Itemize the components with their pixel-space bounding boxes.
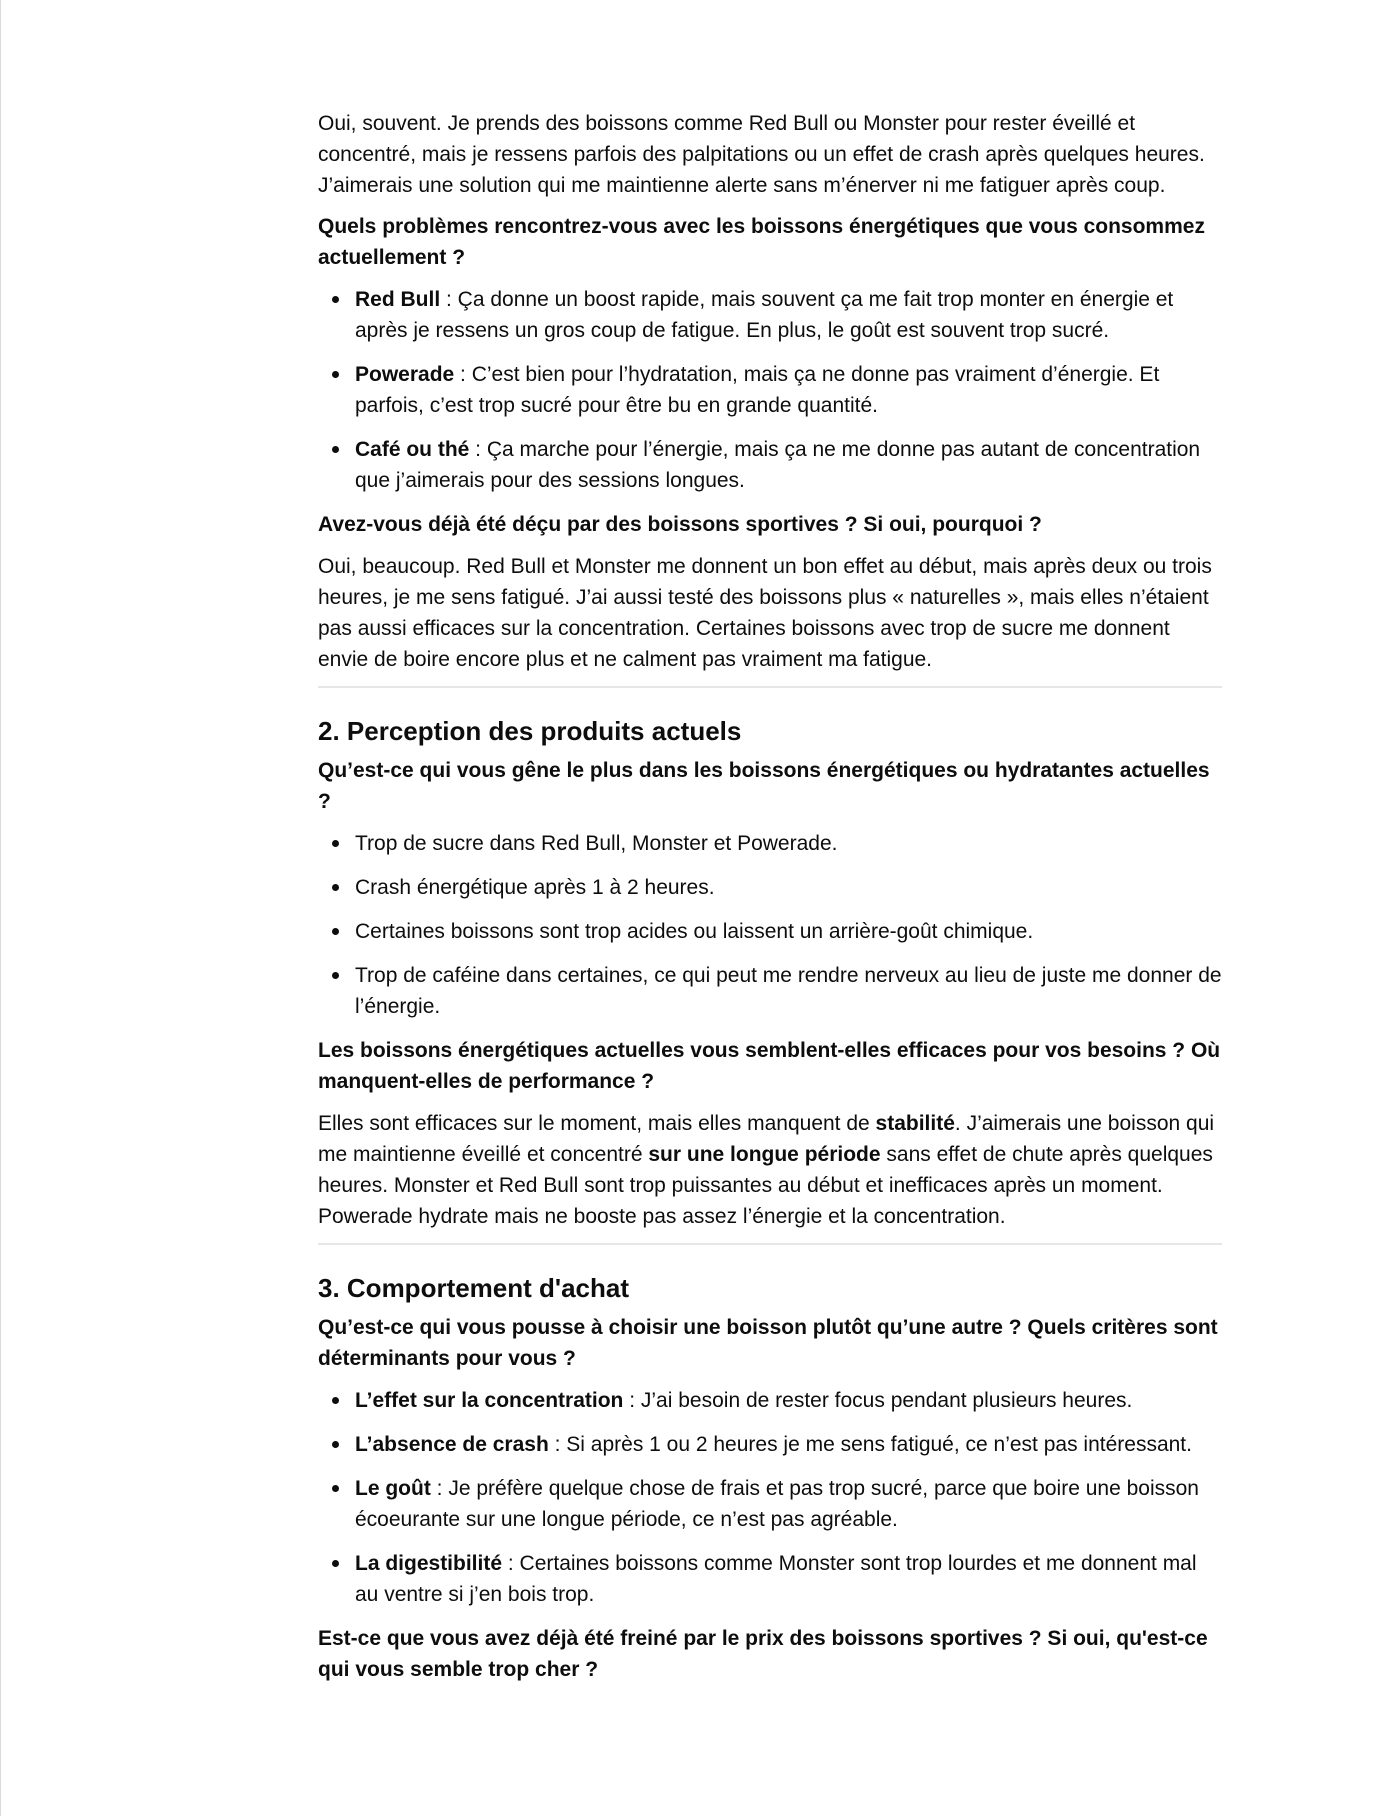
list-item-term: L’absence de crash (355, 1433, 549, 1456)
list-item: Certaines boissons sont trop acides ou laissent un arrière-goût chimique. (355, 916, 1222, 947)
section-divider (318, 1243, 1222, 1245)
list-item-text: : Certaines boissons comme Monster sont trop lourdes et me donnent mal au ventre si j’en bois trop. (355, 1552, 1197, 1606)
list-item (355, 359, 1222, 421)
list-item: Trop de sucre dans Red Bull, Monster et Powerade. (355, 828, 1222, 859)
list-item: Crash énergétique après 1 à 2 heures. (355, 872, 1222, 903)
question-problems: Quels problèmes rencontrez-vous avec les boissons énergétiques que vous consommez actuellement ? (318, 215, 1205, 269)
list-item-term: Le goût (355, 1477, 431, 1500)
page-left-border (0, 0, 1, 1816)
list-item-text: : Ça marche pour l’énergie, mais ça ne me donne pas autant de concentration que j’aimerais pour des sessions longues. (355, 438, 1201, 492)
list-item (355, 1429, 1222, 1460)
list-item (355, 1385, 1222, 1416)
answer-emphasis: sur une longue période (648, 1143, 881, 1166)
list-item-text: : C’est bien pour l’hydratation, mais ça ne donne pas vraiment d’énergie. Et parfois, c’est trop sucré pour être bu en grande quantité. (355, 363, 1160, 417)
question-disappointed: Avez-vous déjà été déçu par des boissons sportives ? Si oui, pourquoi ? (318, 513, 1042, 536)
answer-text: Elles sont efficaces sur le moment, mais elles manquent de (318, 1112, 876, 1135)
criteria-list (318, 1385, 1222, 1610)
answer-text: sans effet de chute après quelques heures. Monster et Red Bull sont trop puissantes au début et inefficaces après un moment. Powerade hydrate mais ne booste pas assez l’énergie et la concentration. (318, 1143, 1213, 1228)
section-divider (318, 686, 1222, 688)
list-item: Trop de caféine dans certaines, ce qui peut me rendre nerveux au lieu de juste me donner de l’énergie. (355, 960, 1222, 1022)
answer-emphasis: stabilité (875, 1112, 955, 1135)
list-item-text: : Je préfère quelque chose de frais et pas trop sucré, parce que boire une boisson écoeurante sur une longue période, ce n’est pas agréable. (355, 1477, 1199, 1531)
section-3-heading: 3. Comportement d'achat (318, 1273, 630, 1303)
list-item (355, 1473, 1222, 1535)
answer-text: . J’aimerais une boisson qui me maintienne éveillé et concentré (318, 1112, 1215, 1166)
answer-effectiveness (318, 1108, 1222, 1232)
answer-disappointed: Oui, beaucoup. Red Bull et Monster me donnent un bon effet au début, mais après deux ou trois heures, je me sens fatigué. J’ai aussi testé des boissons plus « naturelles », mais elles n’étaient pas aussi efficaces sur la concentration. Certaines boissons avec trop de sucre me donnent envie de boire encore plus et ne calment pas vraiment ma fatigue. (318, 555, 1212, 671)
annoyances-list (318, 828, 1222, 1022)
question-criteria: Qu’est-ce qui vous pousse à choisir une boisson plutôt qu’une autre ? Quels critères sont déterminants pour vous ? (318, 1316, 1218, 1370)
list-item-term: Red Bull (355, 288, 441, 311)
question-effectiveness: Les boissons énergétiques actuelles vous semblent-elles efficaces pour vos besoins ? Où manquent-elles de performance ? (318, 1039, 1221, 1093)
list-item-term: L’effet sur la concentration (355, 1389, 624, 1412)
problems-list (318, 284, 1222, 496)
document-content (318, 108, 1222, 1696)
list-item (355, 434, 1222, 496)
list-item-term: La digestibilité (355, 1552, 503, 1575)
intro-answer: Oui, souvent. Je prends des boissons comme Red Bull ou Monster pour rester éveillé et concentré, mais je ressens parfois des palpitations ou un effet de crash après quelques heures. J’aimerais une solution qui me maintienne alerte sans m’énerver ni me fatiguer après coup. (318, 112, 1205, 197)
list-item (355, 1548, 1222, 1610)
list-item-text: : Si après 1 ou 2 heures je me sens fatigué, ce n’est pas intéressant. (548, 1433, 1192, 1456)
question-price: Est-ce que vous avez déjà été freiné par le prix des boissons sportives ? Si oui, qu'est-ce qui vous semble trop cher ? (318, 1627, 1208, 1681)
list-item-text: : Ça donne un boost rapide, mais souvent ça me fait trop monter en énergie et après je ressens un gros coup de fatigue. En plus, le goût est souvent trop sucré. (355, 288, 1174, 342)
list-item (355, 284, 1222, 346)
question-annoyances: Qu’est-ce qui vous gêne le plus dans les boissons énergétiques ou hydratantes actuelles ? (318, 759, 1210, 813)
section-2-heading: 2. Perception des produits actuels (318, 716, 742, 746)
list-item-term: Café ou thé (355, 438, 470, 461)
list-item-term: Powerade (355, 363, 455, 386)
list-item-text: : J’ai besoin de rester focus pendant plusieurs heures. (623, 1389, 1133, 1412)
